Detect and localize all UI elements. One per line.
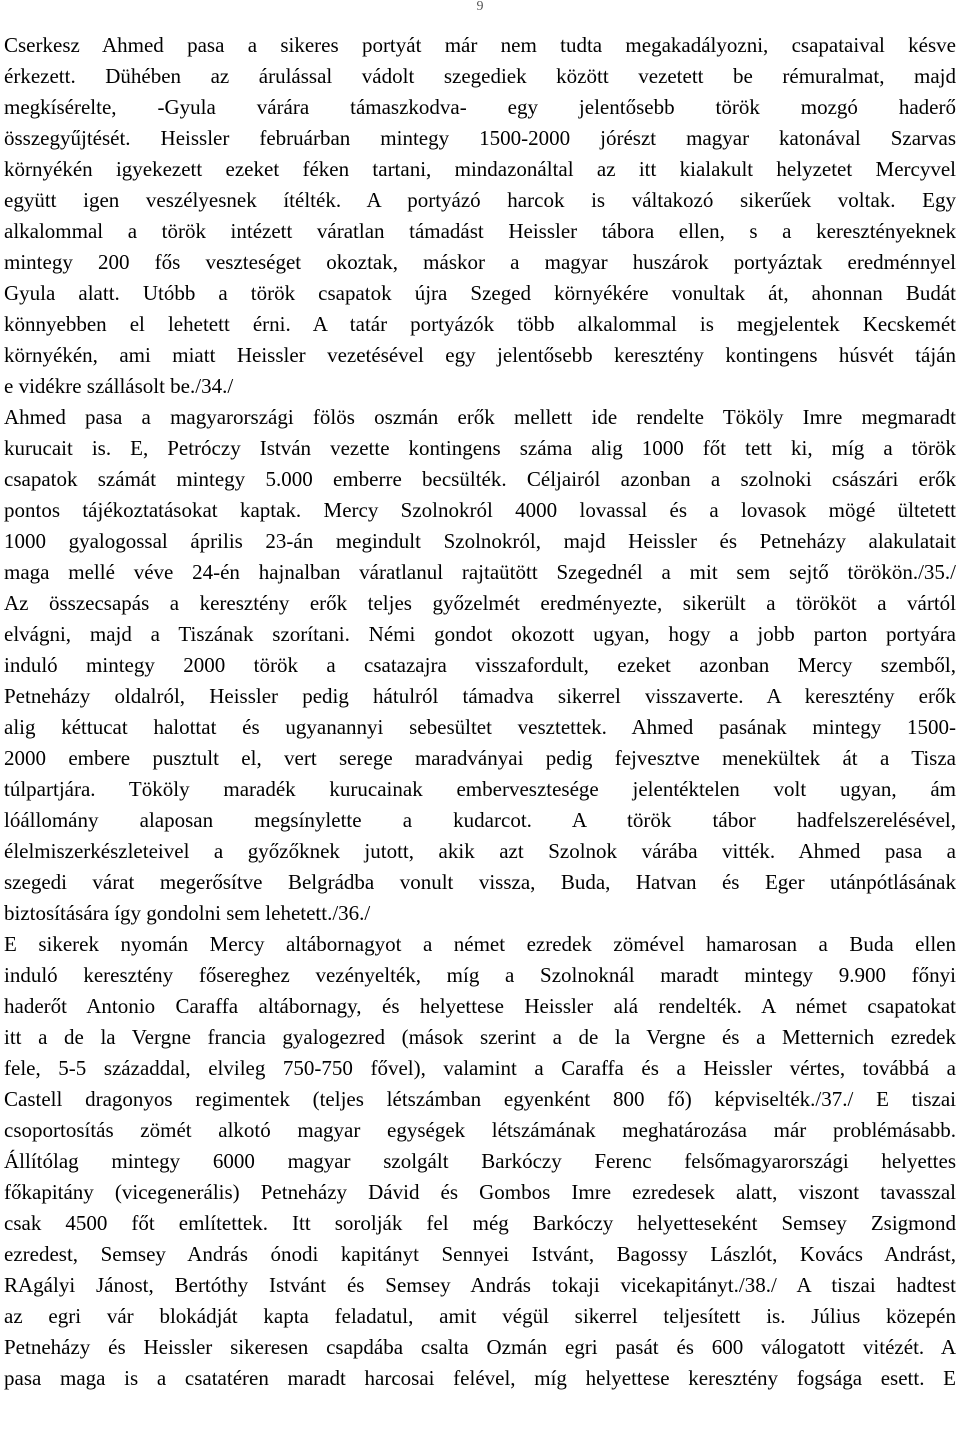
- text-line: Gyula alatt. Utóbb a török csapatok újra Szeged környékére vonultak át, ahonnan Budát: [4, 281, 956, 305]
- text-line: elvágni, majd a Tiszának szorítani. Némi gondot okozott ugyan, hogy a jobb parton portyára: [4, 622, 956, 646]
- text-line: alkalommal a török intézett váratlan támadást Heissler tábora ellen, s a keresztényeknek: [4, 219, 956, 243]
- text-line: Cserkesz Ahmed pasa a sikeres portyát már nem tudta megakadályozni, csapataival késve: [4, 33, 956, 57]
- text-line: RAgályi Jánost, Bertóthy Istvánt és Semsey András tokaji vicekapitányt./38./ A tiszai hadtest: [4, 1273, 956, 1297]
- text-line: kurucait is. E, Petróczy István vezette kontingens száma alig 1000 főt tett ki, míg a török: [4, 436, 956, 460]
- page-number: 9: [476, 0, 484, 14]
- text-line: biztosítására így gondolni sem lehetett./36./: [4, 901, 371, 925]
- text-line: élelmiszerkészleteivel a győzőknek jutott, akik azt Szolnok várába vitték. Ahmed pasa a: [4, 839, 956, 863]
- text-line: pasa maga is a csatatéren maradt harcosai felével, míg helyettese keresztény fogsága esett. E: [4, 1366, 956, 1390]
- text-line: túlpartjára. Tököly maradék kurucainak emberveszteségе jelentéktelen volt ugyan, ám: [4, 777, 956, 801]
- text-line: 1000 gyalogossal április 23-án megindult Szolnokról, majd Heissler és Petneházy alakulatait: [4, 529, 956, 553]
- text-line: Petneházy és Heissler sikeresen csapdába csalta Ozmán egri pasát és 600 válogatott vitézét. A: [4, 1335, 956, 1359]
- text-line: szegedi várat megerősítve Belgrádba vonult vissza, Buda, Hatvan és Eger utánpótlásának: [4, 870, 956, 894]
- text-line: megkísérelte, -Gyula várára támaszkodva- egy jelentősebb török mozgó haderő: [4, 95, 956, 119]
- text-line: alig kéttucat halottat és ugyanannyi sebesültet vesztettek. Ahmed pasának mintegy 1500-: [4, 715, 956, 739]
- text-line: fele, 5-5 századdal, elvileg 750-750 fővel), valamint a Caraffa és a Heissler vértes, továbbá a: [4, 1056, 956, 1080]
- text-line: itt a de la Vergne francia gyalogezred (mások szerint a de la Vergne és a Metternich ezredek: [4, 1025, 956, 1049]
- text-line: induló keresztény fősereghez vezényelték, míg a Szolnoknál maradt mintegy 9.900 főnyi: [4, 963, 956, 987]
- text-line: csapatok számát mintegy 5.000 emberre becsülték. Céljairól azonban a szolnoki császári erők: [4, 467, 956, 491]
- text-line: együtt igen veszélyesnek ítélték. A portyázó harcok is váltakozó sikerűek voltak. Egy: [4, 188, 956, 212]
- text-line: Castell dragonyos regimentek (teljes létszámban egyenként 800 fő) képviselték./37./ E tiszai: [4, 1087, 956, 1111]
- text-line: mintegy 200 fős veszteséget okoztak, máskor a magyar huszárok portyáztak eredménnyel: [4, 250, 956, 274]
- text-line: pontos tájékoztatásokat kaptak. Mercy Szolnokról 4000 lovassal és a lovasok mögé ültetett: [4, 498, 956, 522]
- text-line: E sikerek nyomán Mercy altábornagyot a német ezredek zömével hamarosan a Buda ellen: [4, 932, 956, 956]
- text-line: Az összecsapás a keresztény erők teljes győzelmét eredményezte, sikerült a törököt a vártól: [4, 591, 956, 615]
- text-line: környékén igyekezett ezeket féken tartani, mindazonáltal az itt kialakult helyzetet Mercyvel: [4, 157, 956, 181]
- text-line: ezredest, Semsey András ónodi kapitányt Sennyei Istvánt, Bagossy Lászlót, Kovács Andrást,: [4, 1242, 956, 1266]
- text-line: Állítólag mintegy 6000 magyar szolgált Barkóczy Ferenc felsőmagyarországi helyettes: [4, 1149, 956, 1173]
- text-line: Ahmed pasa a magyarországi fölös oszmán erők mellett ide rendelte Tököly Imre megmaradt: [4, 405, 956, 429]
- text-line: könnyebben el lehetett érni. A tatár portyázók több alkalommal is megjelentek Kecskemét: [4, 312, 956, 336]
- text-line: csoportosítás zömét alkotó magyar egységek létszámának meghatározása már problémásabb.: [4, 1118, 956, 1142]
- text-line: e vidékre szállásolt be./34./: [4, 374, 234, 398]
- text-line: csak 4500 főt említettek. Itt sorolják fel még Barkóczy helyetteseként Semsey Zsigmond: [4, 1211, 956, 1235]
- text-line: 2000 embere pusztult el, vert serege maradványai pedig fejvesztve menekültek át a Tisza: [4, 746, 956, 770]
- text-line: haderőt Antonio Caraffa altábornagy, és helyettese Heissler alá rendelték. A német csapatokat: [4, 994, 956, 1018]
- text-line: induló mintegy 2000 török a csatazajra visszafordult, ezeket azonban Mercy szemből,: [4, 653, 956, 677]
- body-text: [4, 30, 956, 1394]
- text-line: összegyűjtését. Heissler februárban mintegy 1500-2000 jórészt magyar katonával Szarvas: [4, 126, 956, 150]
- text-line: érkezett. Dühében az árulással vádolt szegediek között vezetett be rémuralmat, majd: [4, 64, 956, 88]
- text-line: környékén, ami miatt Heissler vezetésével egy jelentősebb keresztény kontingens húsvét táján: [4, 343, 956, 367]
- text-line: főkapitány (vicegenerális) Petneházy Dávid és Gombos Imre ezredesek alatt, viszont tavasszal: [4, 1180, 956, 1204]
- text-line: lóállomány alaposan megsínylette a kudarcot. A török tábor hadfelszerelésével,: [4, 808, 956, 832]
- text-line: maga mellé véve 24-én hajnalban váratlanul rajtaütött Szegednél a mit sem sejtő törökön./35./: [4, 560, 956, 584]
- text-line: Petneházy oldalról, Heissler pedig hátulról támadva sikerrel visszaverte. A keresztény erők: [4, 684, 956, 708]
- text-line: az egri vár blokádját kapta feladatul, amit végül sikerrel teljesített is. Július közepén: [4, 1304, 956, 1328]
